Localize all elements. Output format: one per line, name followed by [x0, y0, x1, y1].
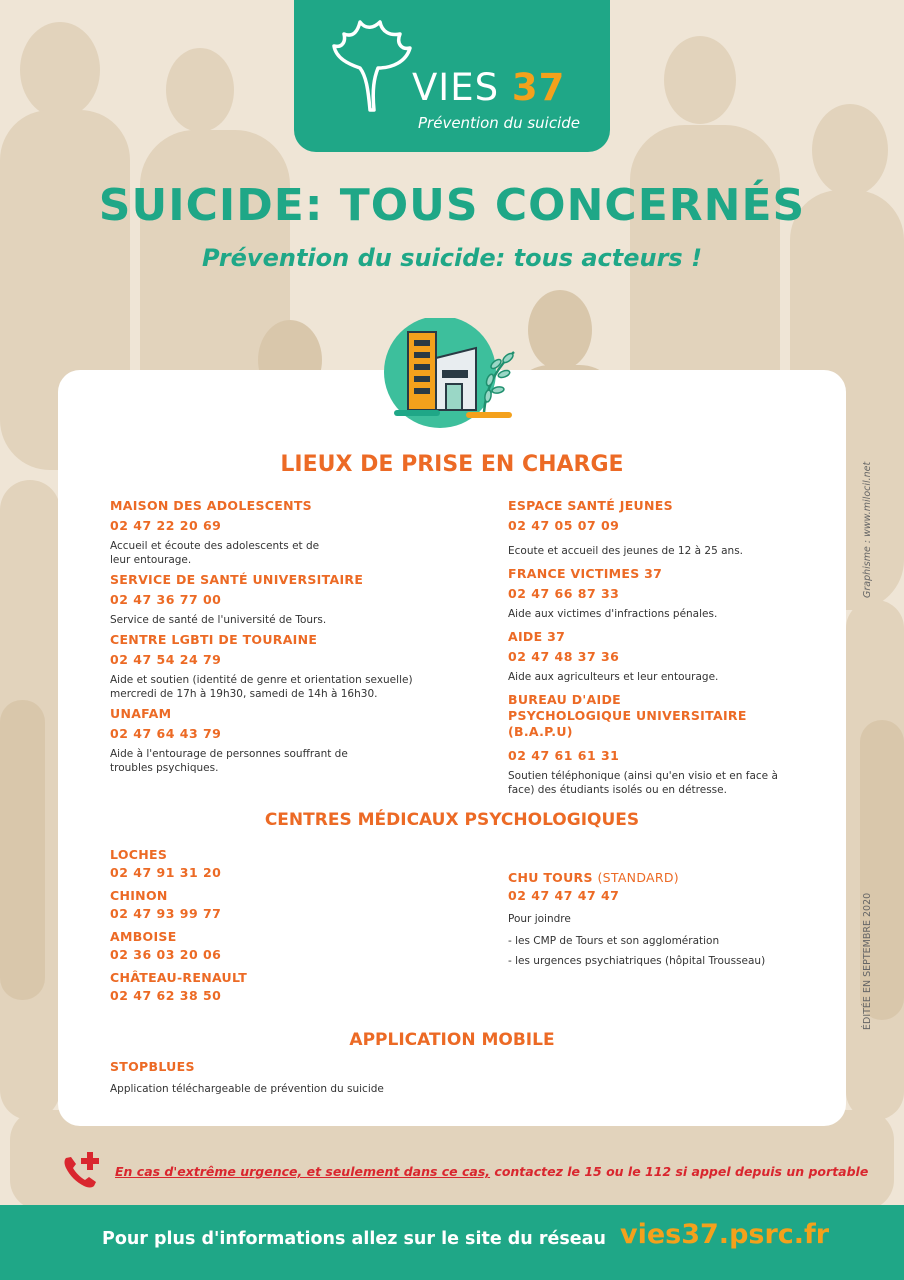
- list-item: [110, 970, 440, 1004]
- entry-phone[interactable]: 02 47 36 77 00: [110, 592, 222, 607]
- app-desc: Application téléchargeable de prévention du suicide: [110, 1083, 384, 1095]
- entry-name: SERVICE DE SANTÉ UNIVERSITAIRE: [110, 572, 364, 587]
- entry-desc: Aide à l'entourage de personnes souffrant de troubles psychiques.: [110, 748, 348, 774]
- content-card: [58, 370, 846, 1126]
- section-title-cmp: CENTRES MÉDICAUX PSYCHOLOGIQUES: [264, 810, 640, 830]
- logo-wordmark: [412, 66, 565, 110]
- app-name: STOPBLUES: [110, 1059, 195, 1074]
- list-item: [508, 692, 798, 797]
- entry-phone[interactable]: 02 47 54 24 79: [110, 652, 222, 667]
- entry-phone[interactable]: 02 47 22 20 69: [110, 518, 222, 533]
- entry-desc: Soutien téléphonique (ainsi qu'en visio et en face à face) des étudiants isolés ou en détresse.: [508, 770, 778, 796]
- chu-name-text: CHU TOURS: [508, 870, 593, 885]
- list-item: [110, 847, 440, 881]
- list-item: [508, 498, 798, 558]
- entry-name: UNAFAM: [110, 706, 172, 721]
- entry-name: AIDE 37: [508, 629, 566, 644]
- footer-text: Pour plus d'informations allez sur le site du réseau: [102, 1229, 606, 1249]
- lieux-right-column: [508, 498, 798, 802]
- list-item: [508, 629, 798, 684]
- section-title-app: APPLICATION MOBILE: [349, 1030, 555, 1050]
- logo-name: VIES: [412, 66, 500, 109]
- entry-name: AMBOISE: [110, 929, 177, 944]
- page-subtitle: Prévention du suicide: tous acteurs !: [201, 244, 703, 272]
- entry-desc: Ecoute et accueil des jeunes de 12 à 25 ans.: [508, 545, 743, 557]
- phone-emergency-icon: [60, 1150, 104, 1194]
- logo-number: 37: [511, 66, 566, 109]
- chu-phone[interactable]: 02 47 47 47 47: [508, 888, 620, 903]
- list-item: [110, 572, 440, 627]
- entry-desc: Aide aux agriculteurs et leur entourage.: [508, 671, 719, 683]
- entry-phone[interactable]: 02 47 05 07 09: [508, 518, 620, 533]
- entry-phone[interactable]: 02 47 66 87 33: [508, 586, 620, 601]
- entry-name: CENTRE LGBTI DE TOURAINE: [110, 632, 318, 647]
- list-item: [508, 566, 798, 621]
- list-item: [110, 498, 440, 567]
- footer-url-link[interactable]: vies37.psrc.fr: [620, 1219, 830, 1250]
- ginkgo-leaf-icon: [330, 18, 414, 114]
- entry-desc: Aide et soutien (identité de genre et orientation sexuelle) mercredi de 17h à 19h30, samedi de 14h à 16h30.: [110, 674, 413, 700]
- logo-block: [294, 0, 610, 152]
- list-item: [110, 929, 440, 963]
- chu-item: - les urgences psychiatriques (hôpital Trousseau): [508, 955, 766, 967]
- entry-desc: Service de santé de l'université de Tours.: [110, 614, 327, 626]
- entry-name: ESPACE SANTÉ JEUNES: [508, 498, 673, 513]
- chu-intro: Pour joindre: [508, 913, 571, 925]
- chu-item: - les CMP de Tours et son agglomération: [508, 935, 720, 947]
- entry-desc: Aide aux victimes d'infractions pénales.: [508, 608, 718, 620]
- emergency-text: [115, 1164, 875, 1179]
- footer-bar: [0, 1205, 904, 1280]
- page-title: SUICIDE: TOUS CONCERNÉS: [98, 180, 806, 231]
- chu-block: [508, 870, 808, 968]
- app-block: [110, 1059, 510, 1096]
- entry-name: FRANCE VICTIMES 37: [508, 566, 663, 581]
- list-item: [110, 632, 440, 701]
- emergency-notice: [60, 1150, 869, 1194]
- entry-name: LOCHES: [110, 847, 168, 862]
- graphic-credit: Graphisme : www.milocil.net: [862, 461, 873, 598]
- entry-phone[interactable]: 02 47 93 99 77: [110, 906, 222, 921]
- list-item: [110, 706, 440, 775]
- edition-date: ÉDITÉE EN SEPTEMBRE 2020: [862, 892, 873, 1030]
- building-icon: [384, 318, 520, 430]
- emergency-underlined: En cas d'extrême urgence, et seulement dans ce cas,: [115, 1164, 491, 1179]
- entry-desc: Accueil et écoute des adolescents et de leur entourage.: [110, 540, 320, 566]
- entry-phone[interactable]: 02 47 62 38 50: [110, 988, 222, 1003]
- entry-phone[interactable]: 02 47 91 31 20: [110, 865, 222, 880]
- section-title-lieux: LIEUX DE PRISE EN CHARGE: [280, 452, 624, 477]
- lieux-left-column: [110, 498, 440, 780]
- chu-name-suffix: (STANDARD): [597, 870, 679, 885]
- entry-name: BUREAU D'AIDE PSYCHOLOGIQUE UNIVERSITAIRE (B.A.P.U): [508, 692, 747, 739]
- entry-phone[interactable]: 02 47 64 43 79: [110, 726, 222, 741]
- entry-name: CHÂTEAU-RENAULT: [110, 970, 248, 985]
- entry-phone[interactable]: 02 47 61 61 31: [508, 748, 620, 763]
- chu-name: [508, 870, 808, 886]
- list-item: [110, 888, 440, 922]
- logo-tagline: Prévention du suicide: [418, 114, 581, 132]
- entry-phone[interactable]: 02 36 03 20 06: [110, 947, 222, 962]
- entry-name: CHINON: [110, 888, 168, 903]
- cmp-left-column: [110, 847, 440, 1004]
- emergency-rest: contactez le 15 ou le 112 si appel depuis un portable: [490, 1164, 869, 1179]
- entry-phone[interactable]: 02 47 48 37 36: [508, 649, 620, 664]
- entry-name: MAISON DES ADOLESCENTS: [110, 498, 312, 513]
